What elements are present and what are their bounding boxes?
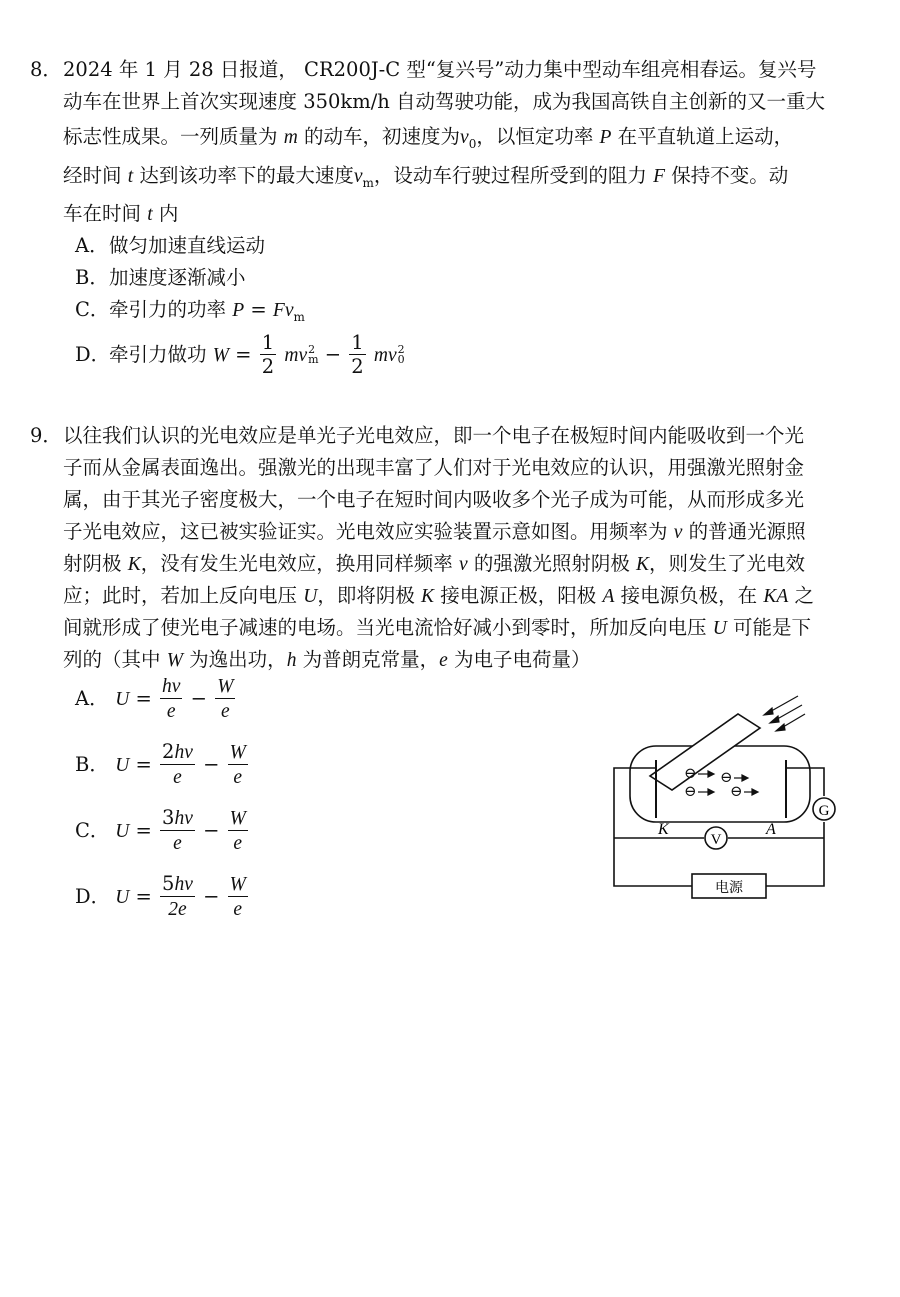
galvanometer-label: G — [818, 803, 830, 819]
q9-option-c[interactable]: C． U = $\frac{3h\nu}{e}$ − $\frac{W}{e}$ — [75, 806, 246, 855]
q9-line-1: 以往我们认识的光电效应是单光子光电效应，即一个电子在极短时间内能吸收到一个光 — [63, 424, 805, 447]
q9-line-7: 间就形成了使光电子减速的电场。当光电流恰好减小到零时，所加反向电压 U 可能是下 — [63, 616, 812, 639]
light-rays — [764, 696, 805, 731]
q9-line-8: 列的（其中 W 为逸出功，h 为普朗克常量，e 为电子电荷量） — [63, 648, 591, 671]
q9-line-3: 属，由于其光子密度极大，一个电子在短时间内吸收多个光子成为可能，从而形成多光 — [63, 488, 805, 511]
q9-line-2: 子而从金属表面逸出。强激光的出现丰富了人们对于光电效应的认识，用强激光照射金 — [63, 456, 805, 479]
photoelectric-circuit-diagram — [600, 688, 850, 908]
q9-option-d[interactable]: D． U = $\frac{5h\nu}{2e}$ − $\frac{W}{e}$ — [75, 872, 246, 921]
electron: ⊖ — [720, 770, 733, 786]
q9-line-5: 射阴极 K，没有发生光电效应，换用同样频率 ν 的强激光照射阴极 K，则发生了光电效 — [63, 552, 806, 575]
power-source-label: 电源 — [715, 880, 743, 896]
q9-line-6: 应；此时，若加上反向电压 U，即将阴极 K 接电源正极，阳极 A 接电源负极，在 KA 之 — [63, 584, 814, 607]
q9-option-a[interactable]: A． U = $\frac{h\nu}{e}$ − $\frac{W}{e}$ — [75, 676, 234, 723]
q8-line-3: 标志性成果。一列质量为 m 的动车，初速度为$v_0$，以恒定功率 P 在平直轨道上运动， — [63, 125, 794, 151]
electron: ⊖ — [684, 784, 697, 800]
q9-option-b[interactable]: B． U = $\frac{2h\nu}{e}$ − $\frac{W}{e}$ — [75, 740, 246, 789]
q8-line-2: 动车在世界上首次实现速度 350km/h 自动驾驶功能，成为我国高铁自主创新的又一重大 — [63, 90, 826, 113]
q8-line-1: 2024 年 1 月 28 日报道， CR200J-C 型“复兴号”动力集中型动车组亮相春运。复兴号 — [63, 58, 817, 81]
q8-line-4: 经时间 t 达到该功率下的最大速度$v_m$，设动车行驶过程所受到的阻力 F 保持不变。动 — [63, 164, 789, 190]
q8-option-d[interactable]: D．牵引力做功 W = $\frac{1}{2}$ mv 2 m − $\frac{1}{2}$ mv 2 0 — [75, 331, 405, 379]
q8-option-c[interactable]: C．牵引力的功率 $P = Fv_m$ — [75, 298, 305, 324]
q8-option-a[interactable]: A．做匀加速直线运动 — [75, 234, 266, 257]
q8-number: 8． — [30, 58, 62, 81]
q9-line-4: 子光电效应，这已被实验证实。光电效应实验装置示意如图。用频率为 ν 的普通光源照 — [63, 520, 806, 543]
cathode-label: K — [658, 821, 669, 838]
electron: ⊖ — [684, 766, 697, 782]
anode-label: A — [766, 821, 776, 838]
voltmeter-label: V — [710, 832, 722, 848]
q9-number: 9． — [30, 424, 62, 447]
q8-option-b[interactable]: B．加速度逐渐减小 — [75, 266, 246, 289]
q8-line-5: 车在时间 t 内 — [63, 202, 179, 225]
electron: ⊖ — [730, 784, 743, 800]
